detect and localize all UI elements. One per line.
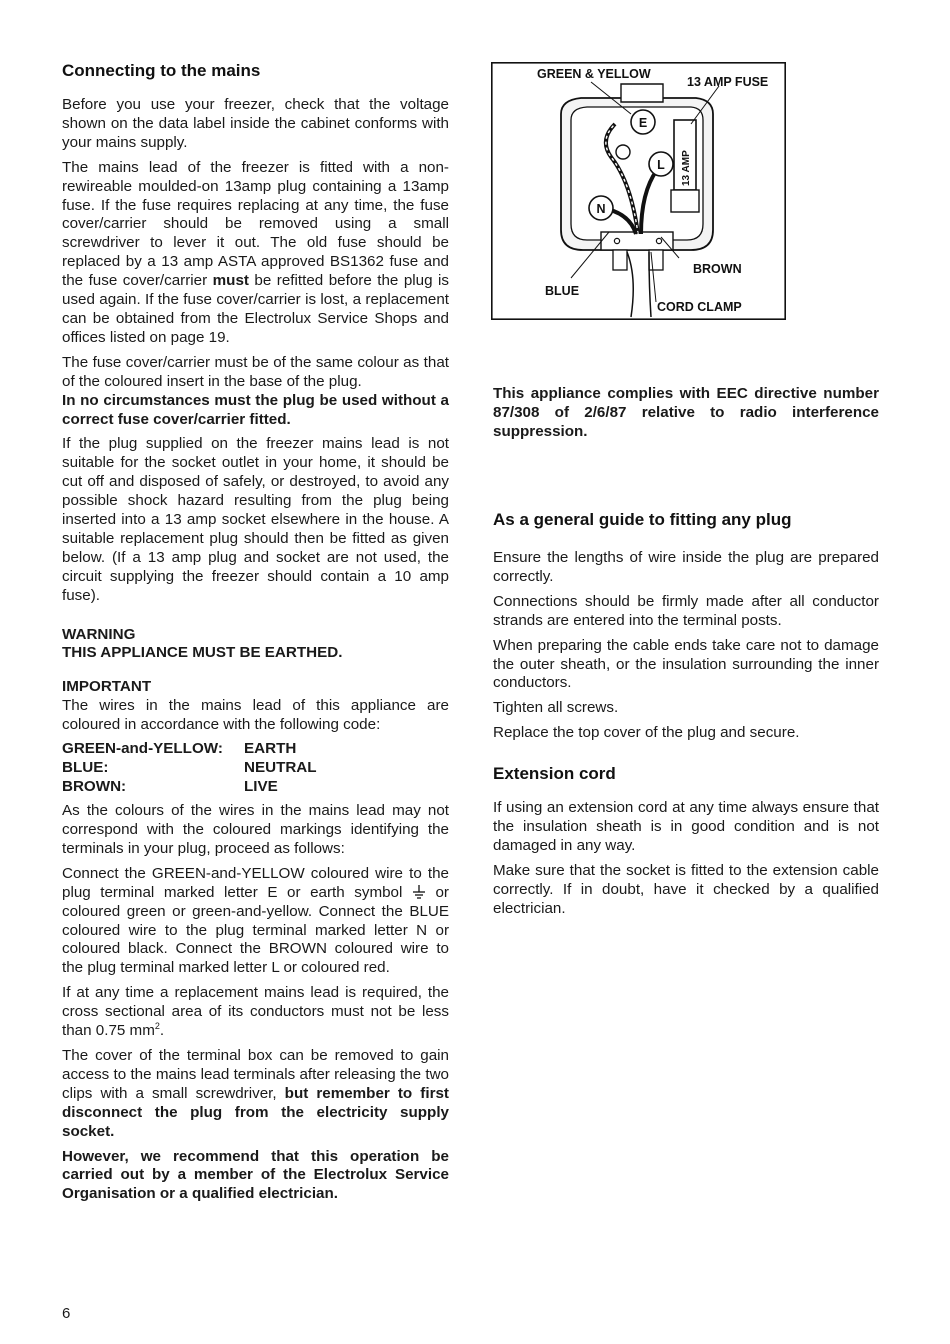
left-column bbox=[62, 60, 449, 1210]
paragraph-recommendation: However, we recommend that this operation be carried out by a member of the Electrolux Service Organisation or a qualified electrician. bbox=[62, 1147, 449, 1203]
wire-colour-code-table bbox=[62, 739, 317, 796]
paragraph-cross-section: If at any time a replacement mains lead is required, the cross sectional area of its conductors must not be less than 0.75 $mm^2$. bbox=[62, 984, 449, 1040]
paragraph-unsuitable-plug: If the plug supplied on the freezer mains lead is not suitable for the socket outlet in your home, it should be cut off and disposed of safely, or destroyed, to avoid any possible shock hazard resulting from the plug being inserted into a 13 amp socket elsewhere in the house. A suitable replacement plug should then be fitted as given below. (If a 13 amp plug and socket are not used, the circuit supplying the freezer should contain a 10 amp fuse). bbox=[62, 435, 449, 604]
paragraph-wire-colour-intro: The wires in the mains lead of this appliance are coloured in accordance with the following code: bbox=[62, 697, 449, 734]
paragraph-fuse-colour: The fuse cover/carrier must be of the same colour as that of the coloured insert in the base of the plug. In no circumstances must the plug be used without a correct fuse cover/carrier fitted. bbox=[62, 353, 449, 428]
paragraph-extension-sheath: If using an extension cord at any time always ensure that the insulation sheath is in good condition and is not damaged in any way. bbox=[493, 799, 879, 854]
paragraph-guide-top-cover: Replace the top cover of the plug and secure. bbox=[493, 724, 800, 742]
paragraph-voltage-check: Before you use your freezer, check that the voltage shown on the data label inside the cabinet conforms with your mains supply. bbox=[62, 96, 449, 151]
plug-wiring-diagram bbox=[491, 62, 786, 320]
earth-symbol-icon bbox=[412, 884, 426, 900]
label-cord-clamp: CORD CLAMP bbox=[657, 300, 742, 314]
right-column-guide bbox=[493, 509, 879, 925]
paragraph-guide-cable-ends: When preparing the cable ends take care not to damage the outer sheath, or the insulation surrounding the inner conductors. bbox=[493, 636, 879, 692]
important-title: IMPORTANT bbox=[62, 678, 152, 696]
screw bbox=[616, 145, 630, 159]
terminal-label-n: N bbox=[596, 202, 606, 216]
heading-general-guide: As a general guide to fitting any plug bbox=[493, 510, 792, 529]
paragraph-fuse-replacement: The mains lead of the freezer is fitted with a non-rewireable moulded-on 13amp plug containing a 13amp fuse. If the fuse requires replacing at any time, the fuse cover/carrier should be removed using a small screwdriver to lever it out. The old fuse should be replaced by a 13 amp ASTA approved BS1362 fuse and the fuse cover/carrier must be refitted before the plug is used again. If the fuse cover/carrier is lost, a replacement can be obtained from the Electrolux Service Shops and offices listed on page 19. bbox=[62, 158, 450, 346]
table-row: BROWN: LIVE bbox=[62, 778, 278, 796]
right-column bbox=[493, 385, 879, 448]
warning-text: THIS APPLIANCE MUST BE EARTHED. bbox=[62, 644, 343, 662]
paragraph-colours-may-differ: As the colours of the wires in the mains lead may not correspond with the coloured markings identifying the terminals in your plug, proceed as follows: bbox=[62, 802, 449, 857]
paragraph-guide-screws: Tighten all screws. bbox=[493, 699, 619, 717]
heading-connecting-mains: Connecting to the mains bbox=[62, 61, 261, 80]
page-number: 6 bbox=[62, 1305, 71, 1322]
cord-clamp bbox=[601, 232, 673, 250]
label-blue: BLUE bbox=[545, 284, 580, 298]
table-row: BLUE: NEUTRAL bbox=[62, 759, 317, 777]
terminal-label-e: E bbox=[638, 116, 648, 130]
label-green-yellow: GREEN & YELLOW bbox=[537, 67, 651, 81]
label-13-amp-fuse: 13 AMP FUSE bbox=[687, 75, 769, 89]
paragraph-connect-wires: Connect the GREEN-and-YELLOW coloured wire to the plug terminal marked letter E or earth symbol or coloured green or green-and-yellow. Connect the BLUE coloured wire to the plug terminal marked letter N or coloured black. Connect the BROWN coloured wire to the plug terminal marked letter L or coloured red. bbox=[62, 864, 449, 977]
table-row: GREEN-and-YELLOW: EARTH bbox=[62, 740, 297, 758]
paragraph-eec-directive: This appliance complies with EEC directive number 87/308 of 2/6/87 relative to radio interference suppression. bbox=[493, 385, 879, 440]
paragraph-guide-connections: Connections should be firmly made after all conductor strands are entered into the terminal posts. bbox=[493, 592, 879, 629]
paragraph-extension-socket: Make sure that the socket is fitted to the extension cable correctly. If in doubt, have it checked by a qualified electrician. bbox=[493, 861, 879, 917]
label-brown: BROWN bbox=[693, 262, 742, 276]
heading-extension-cord: Extension cord bbox=[493, 764, 616, 784]
paragraph-guide-wire-lengths: Ensure the lengths of wire inside the plug are prepared correctly. bbox=[493, 549, 879, 585]
warning-title: WARNING bbox=[62, 625, 136, 643]
fuse-marking: 13 AMP bbox=[681, 150, 692, 186]
paragraph-terminal-box: The cover of the terminal box can be removed to gain access to the mains lead terminals after releasing the two clips with a small screwdriver, but remember to first disconnect the plug from the electricity supply socket. bbox=[62, 1046, 449, 1140]
terminal-label-l: L bbox=[657, 158, 665, 172]
